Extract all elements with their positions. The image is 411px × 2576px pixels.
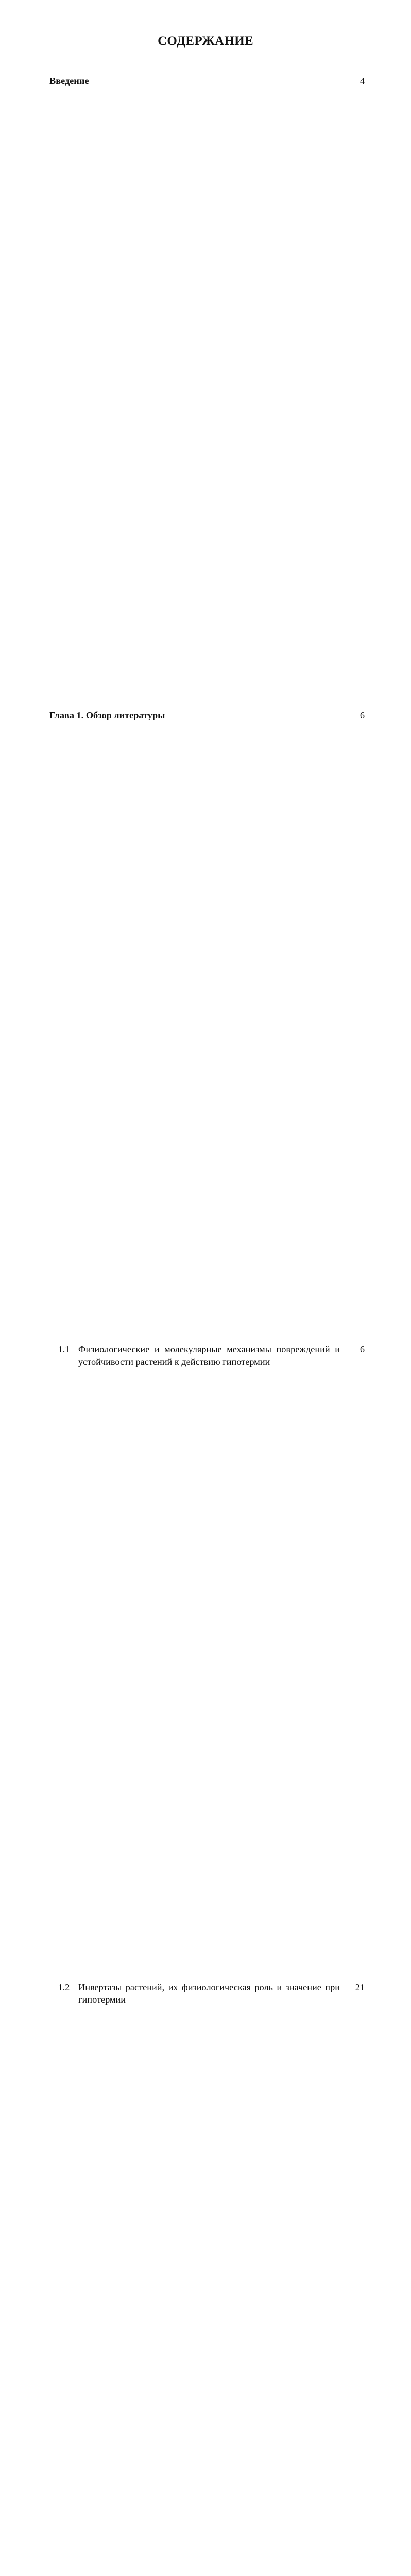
toc-entry-1-1	[49, 1343, 365, 1981]
toc-entry-page: 4	[359, 76, 365, 86]
toc-entry-number: 1.1	[58, 1344, 70, 1354]
toc-entry-title: Введение	[49, 76, 89, 86]
toc-entry-introduction	[49, 75, 365, 709]
table-of-contents	[49, 75, 365, 2576]
page-title: СОДЕРЖАНИЕ	[158, 34, 253, 48]
toc-entry-title: Инвертазы растений, их физиологическая роль и значение при гипотермии	[78, 1982, 340, 2005]
toc-entry-1-2	[49, 1981, 365, 2576]
toc-entry-number: 1.2	[58, 1982, 70, 1992]
toc-entry-title: Физиологические и молекулярные механизмы повреждений и устойчивости растений к действию гипотермии	[78, 1344, 340, 1367]
toc-entry-page: 6	[359, 710, 365, 720]
toc-entry-title: Глава 1. Обзор литературы	[49, 710, 165, 720]
toc-entry-page: 6	[359, 1344, 365, 1354]
toc-entry-chapter-1	[49, 709, 365, 1343]
toc-entry-page: 21	[355, 1982, 365, 1992]
